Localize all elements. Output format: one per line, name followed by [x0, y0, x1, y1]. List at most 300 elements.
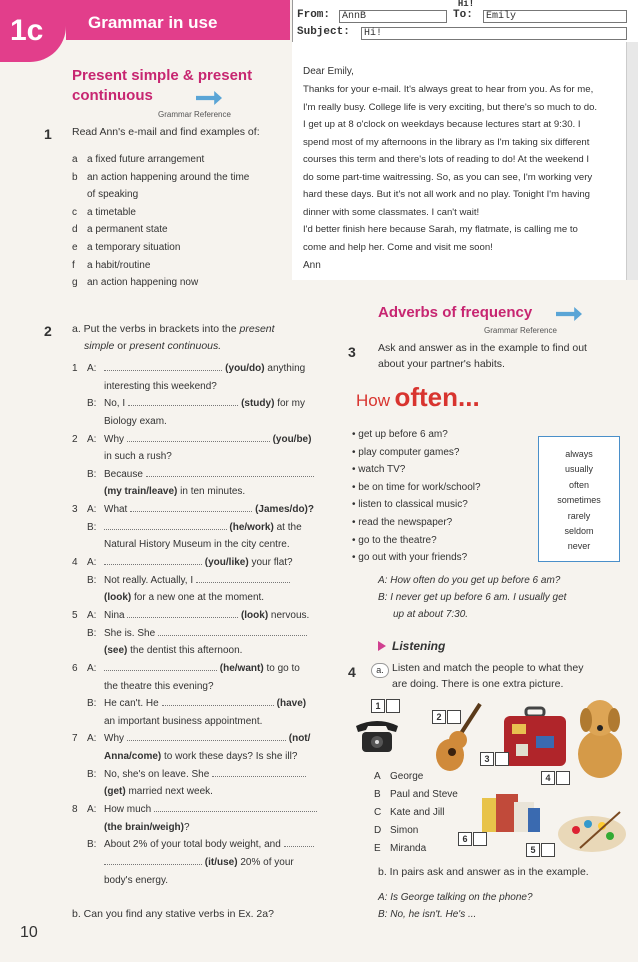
suitcase-picture	[502, 706, 568, 768]
bullet-icon: •	[352, 499, 359, 511]
example-3-b1: B: I never get up before 6 am. I usually get	[378, 592, 567, 603]
line-text: in ten minutes.	[177, 486, 246, 498]
subject-field[interactable]: Hi!	[361, 27, 627, 40]
line-body	[104, 730, 320, 748]
exercise-1-instruction: Read Ann's e-mail and find examples of:	[72, 126, 260, 138]
bullet-icon: •	[352, 516, 359, 528]
bullet-icon: •	[352, 552, 359, 564]
speaker-label: B:	[87, 468, 97, 480]
exercise-2a-line	[68, 748, 320, 766]
picture-number-5: 5	[526, 843, 540, 857]
line-body	[104, 695, 320, 713]
line-body	[104, 413, 320, 431]
habit-text: read the newspaper?	[358, 516, 453, 528]
exercise-2a-line	[68, 483, 320, 501]
line-text: for a new one at the moment.	[131, 592, 265, 604]
exercise-2a-line	[68, 360, 320, 378]
exercise-1-item	[72, 186, 292, 204]
item-number: 1	[72, 363, 78, 374]
answer-blank	[127, 730, 286, 741]
answer-blank	[130, 501, 252, 512]
exercise-1-item	[72, 221, 292, 239]
frequency-adverb: usually	[564, 464, 593, 475]
exercise-1-list	[72, 151, 292, 292]
exercise-2a-line	[68, 466, 320, 484]
exercise-3-instruction-1: Ask and answer as in the example to find out	[378, 342, 587, 354]
listening-heading	[378, 637, 445, 655]
item-number: 6	[72, 662, 78, 674]
item-number: 7	[72, 733, 78, 745]
verb-cue: Anna/come)	[104, 751, 162, 763]
line-text: Nina	[104, 609, 128, 621]
line-text: the theatre this evening?	[104, 680, 214, 692]
grammar-heading-line2: continuous	[72, 87, 153, 104]
answer-box-4[interactable]	[556, 771, 570, 785]
line-body	[104, 678, 320, 696]
exercise-2a-line	[68, 501, 320, 519]
line-body	[104, 519, 320, 537]
instr-em: present	[239, 323, 275, 335]
exercise-1-item	[72, 204, 292, 222]
email-body-line: Thanks for your e-mail. It's always great to hear from you. As for me,	[303, 84, 594, 95]
item-text: a habit/routine	[87, 259, 151, 271]
item-letter: c	[72, 206, 77, 218]
line-body	[104, 836, 320, 854]
speaker-label: B:	[87, 698, 97, 710]
exercise-2a-line	[68, 536, 320, 554]
email-body-line: I'm really busy. College life is very exciting, but there's so much to do.	[303, 101, 598, 113]
line-body	[104, 395, 320, 413]
line-body	[104, 872, 320, 890]
answer-blank	[104, 360, 222, 371]
email-body-line: dinner with some classmates. I can't wait!	[303, 206, 480, 218]
exercise-1-number: 1	[44, 126, 52, 142]
line-text: in such a rush?	[104, 451, 172, 463]
picture-number-6: 6	[458, 832, 472, 846]
dog-icon	[570, 694, 630, 780]
speaker-label: B:	[87, 768, 97, 780]
habit-text: go out with your friends?	[358, 552, 468, 564]
verb-cue: (it/use)	[204, 856, 238, 868]
line-text: nervous.	[268, 609, 310, 621]
speaker-label: A:	[87, 733, 97, 745]
subject-label: Subject:	[297, 26, 350, 38]
speaker-label: B:	[87, 627, 97, 639]
exercise-2a-line	[68, 783, 320, 801]
person-item	[374, 768, 474, 786]
exercise-2a-line	[68, 431, 320, 449]
line-text: Biology exam.	[104, 415, 167, 427]
grammar-heading-line1: Present simple & present	[72, 67, 253, 84]
exercise-2a-line	[68, 607, 320, 625]
email-signature: Ann	[303, 260, 321, 271]
exercise-2a-line	[68, 395, 320, 413]
instr-text: a. Put the verbs in brackets into the	[72, 323, 237, 335]
habit-item	[352, 479, 542, 497]
exercise-2a-line	[68, 625, 320, 643]
speaker-label: A:	[87, 804, 97, 816]
habit-text: be on time for work/school?	[358, 481, 481, 493]
picture-number-4: 4	[541, 771, 555, 785]
to-label: To:	[453, 9, 473, 21]
item-number: 5	[72, 609, 78, 621]
answer-blank	[127, 607, 238, 618]
exercise-2a-list	[68, 360, 320, 889]
verb-cue: (you/be)	[272, 433, 312, 445]
example-4-a: A: Is George talking on the phone?	[378, 892, 533, 903]
person-name: Kate and Jill	[390, 807, 445, 818]
item-letter: b	[72, 171, 78, 183]
line-text: No, she's on leave. She	[104, 768, 213, 780]
item-number: 4	[72, 557, 78, 569]
exercise-2a-line	[68, 660, 320, 678]
item-letter: d	[72, 224, 78, 236]
suitcase-icon	[502, 706, 568, 768]
exercise-1-item	[72, 274, 292, 292]
exercise-1-item	[72, 257, 292, 275]
page-number: 10	[20, 924, 38, 941]
line-text: an important business appointment.	[104, 715, 263, 727]
item-number: 8	[72, 804, 78, 816]
how-word: How	[356, 391, 391, 410]
scrollbar[interactable]	[626, 42, 638, 280]
email-window	[292, 0, 638, 43]
line-body	[104, 801, 320, 819]
answer-blank	[284, 836, 314, 847]
habit-item	[352, 444, 542, 462]
line-body	[104, 483, 320, 501]
person-name: Simon	[390, 825, 419, 836]
exercise-2a-line	[68, 413, 320, 431]
line-text: the dentist this afternoon.	[127, 645, 243, 657]
line-text: About 2% of your total body weight, and	[104, 839, 284, 851]
habit-item	[352, 461, 542, 479]
person-name: Paul and Steve	[390, 789, 458, 800]
frequency-adverb: often	[568, 479, 590, 490]
line-body	[104, 536, 320, 554]
speaker-label: A:	[87, 363, 97, 374]
item-text: a temporary situation	[87, 241, 181, 253]
answer-blank	[196, 572, 290, 583]
grammar-ref-arrow-icon	[556, 307, 582, 321]
email-body	[303, 81, 627, 256]
answer-box-5[interactable]	[541, 843, 555, 857]
exercise-2b-instruction: b. Can you find any stative verbs in Ex. 2a?	[72, 908, 274, 920]
line-text: ?	[184, 821, 190, 833]
instr-em: simple	[84, 340, 115, 352]
email-body-line: I get up at 8 o'clock on weekdays because lectures start at 9:30. I	[303, 119, 581, 130]
answer-blank	[127, 431, 270, 442]
painting-picture	[556, 808, 628, 854]
speaker-label: B:	[87, 839, 97, 851]
email-window-title: Hi!	[457, 0, 475, 9]
answer-blank	[154, 801, 317, 812]
listening-label: Listening	[392, 639, 446, 653]
verb-cue: (get)	[104, 786, 126, 798]
habit-text: listen to classical music?	[358, 499, 468, 511]
exercise-4-instruction-1: Listen and match the people to what they	[392, 662, 584, 674]
exercise-2a-line	[68, 554, 320, 572]
exercise-2a-line	[68, 589, 320, 607]
exercise-4-number: 4	[348, 664, 356, 680]
line-text: He can't. He	[104, 698, 162, 710]
verb-cue: (you/like)	[204, 557, 249, 569]
example-4-b: B: No, he isn't. He's ...	[378, 909, 477, 920]
speaker-label: B:	[87, 398, 97, 410]
email-body-line: courses this term and there's lots of reading to do! At the weekend I	[303, 154, 590, 165]
item-number: 2	[72, 433, 78, 445]
person-item	[374, 822, 474, 840]
how-often-title	[356, 382, 480, 413]
palette-icon	[556, 808, 628, 854]
from-label: From:	[297, 9, 331, 21]
bullet-icon: •	[352, 446, 359, 458]
exercise-2a-line	[68, 678, 320, 696]
exercise-2a-line	[68, 448, 320, 466]
habit-item	[352, 514, 542, 532]
telephone-icon	[352, 716, 402, 754]
email-body-line: hard these days. But it's not all work and no play. Tonight I'm having	[303, 189, 591, 200]
answer-box-6[interactable]	[473, 832, 487, 846]
frequency-adverb: seldom	[564, 526, 594, 537]
line-text: How much	[104, 804, 155, 816]
line-body	[104, 448, 320, 466]
person-letter: D	[374, 825, 382, 836]
verb-cue: (study)	[241, 398, 275, 410]
exercise-2a-line	[68, 872, 320, 890]
bullet-icon: •	[352, 464, 359, 476]
play-triangle-icon	[378, 641, 386, 651]
line-body	[104, 378, 320, 396]
line-text: No, I	[104, 398, 128, 410]
verb-cue: (not/	[288, 733, 311, 745]
person-name: George	[390, 771, 424, 782]
line-body	[104, 466, 320, 484]
people-list	[374, 768, 474, 858]
email-body-line: spend most of my afternoons in the library as I'm taking six different	[303, 136, 590, 148]
exercise-2a-instruction	[72, 321, 312, 355]
line-body	[104, 625, 320, 643]
item-text: an action happening around the time	[87, 171, 250, 183]
line-text: 20% of your	[237, 856, 294, 868]
answer-box-2[interactable]	[447, 710, 461, 724]
answer-blank	[146, 466, 314, 477]
line-body	[104, 589, 320, 607]
exercise-2a-line	[68, 572, 320, 590]
item-letter: e	[72, 241, 78, 253]
habit-item	[352, 496, 542, 514]
habit-text: watch TV?	[358, 464, 406, 476]
exercise-2a-line	[68, 713, 320, 731]
line-body	[104, 431, 320, 449]
speaker-label: B:	[87, 574, 97, 586]
verb-cue: (he/want)	[219, 662, 264, 674]
unit-tab: 1c	[0, 0, 66, 62]
person-item	[374, 840, 474, 858]
line-body	[104, 748, 320, 766]
line-body	[104, 572, 320, 590]
frequency-adverb: always	[565, 449, 593, 459]
speaker-label: A:	[87, 433, 97, 445]
exercise-2a-line	[68, 519, 320, 537]
answer-blank	[128, 395, 238, 406]
bullet-icon: •	[352, 481, 359, 493]
line-body	[104, 713, 320, 731]
verb-cue: (look)	[240, 609, 269, 621]
item-number: 3	[72, 504, 78, 516]
line-text: Not really. Actually, I	[104, 574, 196, 586]
email-body-line: come and help her. Come and visit me soon!	[303, 241, 493, 253]
item-text: an action happening now	[87, 277, 199, 289]
from-field[interactable]: AnnB	[339, 10, 447, 23]
line-body	[104, 819, 320, 837]
habit-text: play computer games?	[358, 446, 460, 458]
exercise-2a-line	[68, 819, 320, 837]
answer-blank	[104, 554, 202, 565]
frequency-list	[539, 437, 619, 555]
instr-text: or	[117, 340, 127, 352]
habit-item	[352, 549, 542, 567]
item-letter: f	[72, 259, 75, 271]
answer-box-3[interactable]	[495, 752, 509, 766]
exercise-2a-line	[68, 695, 320, 713]
frequency-adverb: never	[567, 541, 591, 552]
line-text: She is. She	[104, 627, 158, 639]
example-3-a: A: How often do you get up before 6 am?	[378, 575, 561, 586]
habit-item	[352, 426, 542, 444]
item-text: of speaking	[87, 189, 139, 201]
line-text: body's energy.	[104, 874, 168, 886]
line-text: to work these days? Is she ill?	[161, 751, 298, 763]
exercise-1-item	[72, 169, 292, 187]
person-letter: E	[374, 843, 381, 854]
line-text: Why	[104, 733, 127, 745]
line-body	[104, 607, 320, 625]
verb-cue: (the brain/weigh)	[104, 821, 184, 833]
exercise-1-item	[72, 239, 292, 257]
adverbs-heading: Adverbs of frequency	[378, 304, 533, 321]
line-body	[104, 501, 320, 519]
grammar-reference-link-1[interactable]: Grammar Reference	[158, 110, 231, 119]
audio-icon[interactable]	[371, 663, 389, 678]
exercise-1-item	[72, 151, 292, 169]
example-3-b2: up at about 7:30.	[393, 609, 469, 620]
frequency-adverb: rarely	[567, 510, 591, 521]
line-text: interesting this weekend?	[104, 380, 217, 392]
email-body-line: do some part-time waitressing. So, as you can see, I'm working very	[303, 171, 593, 183]
line-text: at the	[273, 521, 302, 533]
item-text: a timetable	[87, 206, 136, 218]
exercise-2a-line	[68, 836, 320, 854]
dog-picture	[570, 694, 630, 780]
line-body	[104, 660, 320, 678]
picture-number-2: 2	[432, 710, 446, 724]
verb-cue: (he/work)	[229, 521, 274, 533]
bullet-icon: •	[352, 429, 359, 440]
answer-box-1[interactable]	[386, 699, 400, 713]
grammar-ref-arrow-icon	[196, 91, 222, 105]
picture-number-3: 3	[480, 752, 494, 766]
habit-list	[352, 426, 542, 567]
speaker-label: B:	[87, 521, 97, 533]
item-text: a fixed future arrangement	[87, 154, 205, 165]
line-text: Why	[104, 433, 127, 445]
habit-text: go to the theatre?	[358, 534, 437, 546]
verb-cue: (have)	[276, 698, 307, 710]
exercise-4-instruction-2: are doing. There is one extra picture.	[392, 678, 564, 690]
shopping-bags-picture	[480, 786, 542, 834]
email-greeting: Dear Emily,	[303, 66, 354, 77]
verb-cue: (see)	[104, 645, 128, 657]
instr-em: present continuous.	[129, 340, 222, 352]
telephone-picture	[352, 716, 402, 754]
line-body	[104, 642, 320, 660]
speaker-label: A:	[87, 662, 97, 674]
line-text: to go to	[263, 662, 300, 674]
person-item	[374, 786, 474, 804]
line-text: anything	[264, 363, 306, 374]
email-body-line: I'd better finish here because Sarah, my flatmate, is calling me to	[303, 224, 578, 235]
picture-number-1: 1	[371, 699, 385, 713]
often-word: often...	[394, 382, 480, 412]
speaker-label: A:	[87, 609, 97, 621]
person-item	[374, 804, 474, 822]
exercise-4b-instruction: b. In pairs ask and answer as in the example.	[378, 866, 589, 878]
answer-blank	[162, 695, 274, 706]
person-letter: B	[374, 789, 381, 800]
person-name: Miranda	[390, 843, 427, 854]
frequency-box	[538, 436, 620, 562]
section-title: Grammar in use	[66, 0, 290, 40]
exercise-2a-line	[68, 378, 320, 396]
answer-blank	[158, 625, 307, 636]
line-text: married next week.	[125, 786, 213, 798]
to-field[interactable]: Emily	[483, 10, 627, 23]
grammar-reference-link-3[interactable]: Grammar Reference	[484, 326, 557, 335]
line-body	[104, 783, 320, 801]
answer-blank	[104, 519, 227, 530]
exercise-2a-line	[68, 766, 320, 784]
part-a-label: a.	[376, 665, 384, 675]
exercise-2a-line	[68, 730, 320, 748]
verb-cue: (look)	[104, 592, 132, 604]
item-letter: a	[72, 154, 78, 165]
exercise-2a-line	[68, 801, 320, 819]
exercise-3-instruction-2: about your partner's habits.	[378, 358, 505, 370]
bullet-icon: •	[352, 534, 359, 546]
line-text: Natural History Museum in the city centre.	[104, 539, 290, 551]
exercise-2-number: 2	[44, 323, 52, 339]
habit-text: get up before 6 am?	[358, 429, 448, 440]
habit-item	[352, 532, 542, 550]
line-body	[104, 554, 320, 572]
speaker-label: A:	[87, 557, 97, 569]
frequency-adverb: sometimes	[557, 495, 601, 506]
line-body	[104, 360, 320, 378]
verb-cue: (my train/leave)	[104, 486, 178, 498]
line-body	[104, 854, 320, 872]
verb-cue: (James/do)?	[255, 504, 314, 516]
shopping-bags-icon	[480, 786, 542, 834]
answer-blank	[212, 766, 306, 777]
line-text: your flat?	[248, 557, 293, 569]
exercise-3-number: 3	[348, 344, 356, 360]
exercise-2a-line	[68, 642, 320, 660]
line-text: Because	[104, 468, 146, 480]
line-text: for my	[274, 398, 305, 410]
exercise-2a-line	[68, 854, 320, 872]
verb-cue: (you/do)	[225, 363, 265, 374]
